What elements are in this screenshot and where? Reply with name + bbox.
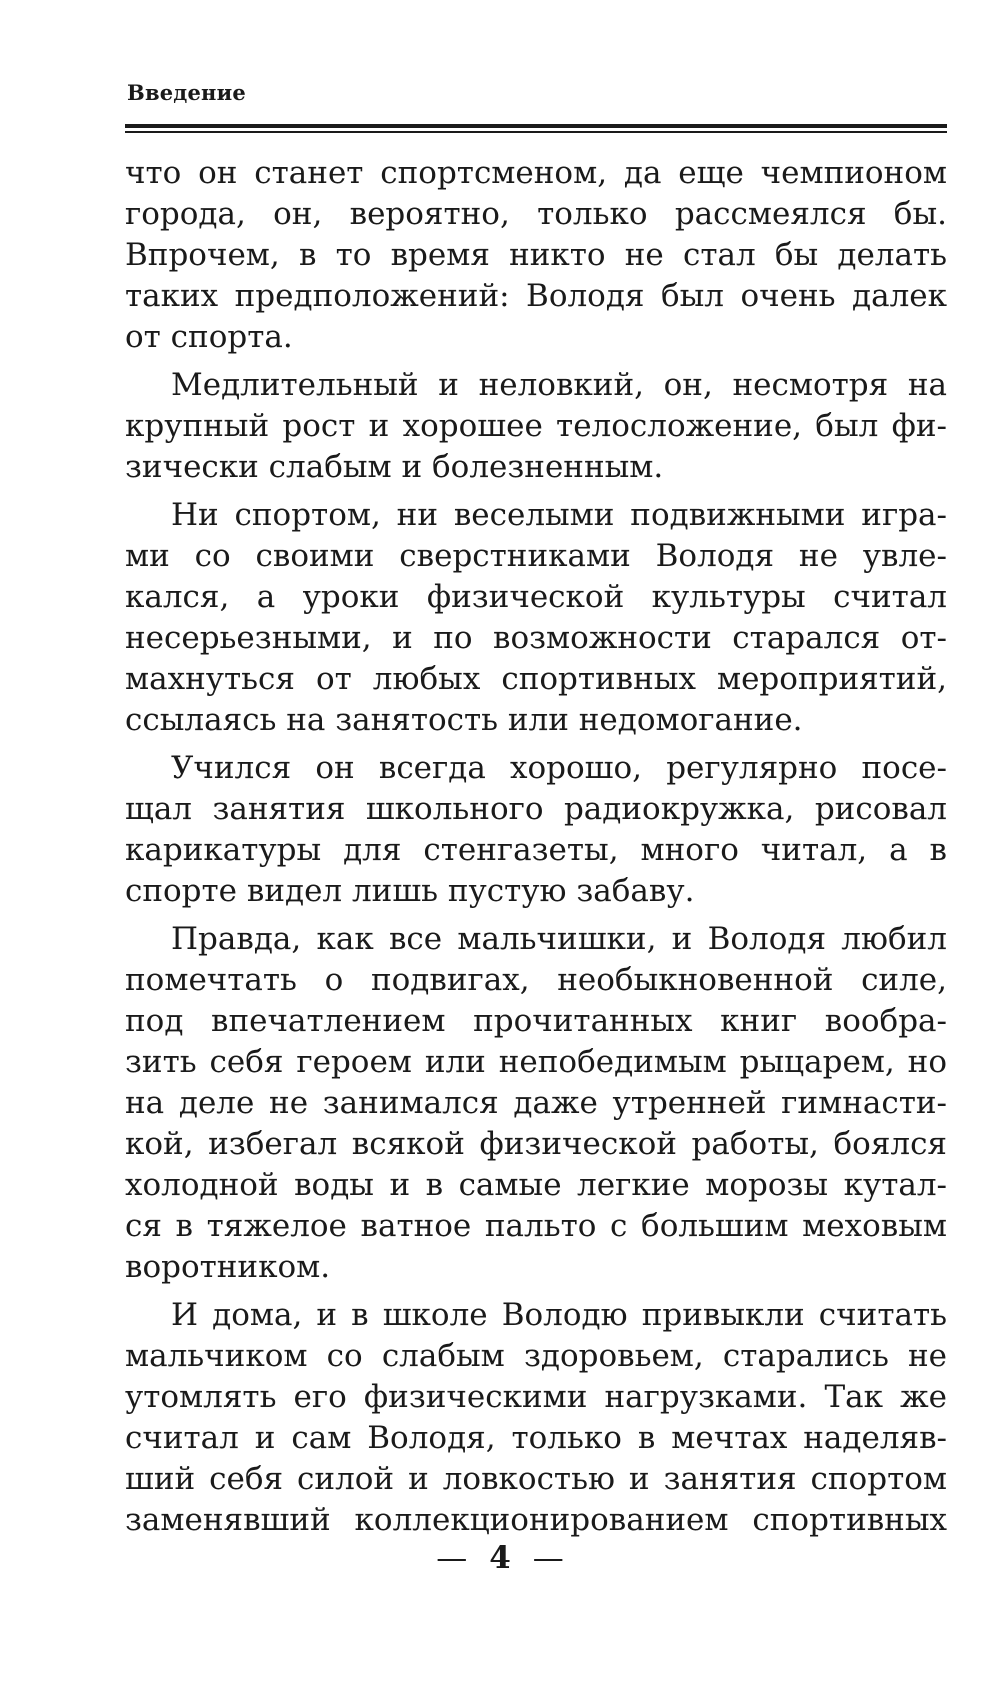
text-line: И дома, и в школе Володю привыкли считать <box>171 1297 947 1333</box>
text-line: Ни спортом, ни веселыми подвижными игра- <box>171 497 947 533</box>
paragraph-gap <box>125 741 947 748</box>
text-line: под впечатлением прочитанных книг вообра- <box>125 1003 947 1039</box>
text-line: Учился он всегда хорошо, регулярно посе- <box>171 750 947 786</box>
text-line: что он станет спортсменом, да еще чемпионом <box>125 155 947 191</box>
text-line: воротником. <box>125 1249 331 1285</box>
text-line: махнуться от любых спортивных мероприятий, <box>125 661 947 697</box>
paragraph <box>125 495 947 741</box>
text-line: карикатуры для стенгазеты, много читал, а в <box>125 832 947 868</box>
folio-dash-left: — <box>436 1540 468 1576</box>
text-line: холодной воды и в самые легкие морозы кутал- <box>125 1167 947 1203</box>
text-line: на деле не занимался даже утренней гимнасти- <box>125 1085 947 1121</box>
text-line: Медлительный и неловкий, он, несмотря на <box>171 367 947 403</box>
running-head: Введение <box>127 80 246 105</box>
text-line: крупный рост и хорошее телосложение, был фи- <box>125 408 947 444</box>
text-line: мальчиком со слабым здоровьем, старались не <box>125 1338 947 1374</box>
text-line: ми со своими сверстниками Володя не увле- <box>125 538 947 574</box>
folio-dash-right: — <box>532 1540 564 1576</box>
text-line: ссылаясь на занятость или недомогание. <box>125 702 803 738</box>
paragraph <box>125 1295 947 1541</box>
paragraph <box>125 919 947 1288</box>
text-line: Правда, как все мальчишки, и Володя любил <box>171 921 947 957</box>
text-line: утомлять его физическими нагрузками. Так же <box>125 1379 947 1415</box>
text-line: Впрочем, в то время никто не стал бы делать <box>125 237 947 273</box>
text-line: кался, а уроки физической культуры считал <box>125 579 947 615</box>
header-rule-thin <box>125 131 947 133</box>
text-line: несерьезными, и по возможности старался от- <box>125 620 947 656</box>
page-footer <box>0 1540 1000 1576</box>
paragraph-gap <box>125 358 947 365</box>
text-line: зить себя героем или непобедимым рыцарем, но <box>125 1044 947 1080</box>
text-line: заменявший коллекционированием спортивных <box>125 1502 947 1538</box>
page-number: 4 <box>489 1540 511 1576</box>
text-line: щал занятия школьного радиокружка, рисовал <box>125 791 947 827</box>
text-line: таких предположений: Володя был очень далек <box>125 278 947 314</box>
paragraph <box>125 748 947 912</box>
text-line: считал и сам Володя, только в мечтах наделяв- <box>125 1420 947 1456</box>
text-line: города, он, вероятно, только рассмеялся бы. <box>125 196 947 232</box>
text-line: ший себя силой и ловкостью и занятия спортом <box>125 1461 947 1497</box>
paragraph-gap <box>125 1288 947 1295</box>
text-line: от спорта. <box>125 319 293 355</box>
text-line: спорте видел лишь пустую забаву. <box>125 873 695 909</box>
body-text <box>125 153 947 1541</box>
paragraph-gap <box>125 912 947 919</box>
header-rule-thick <box>125 124 947 128</box>
text-line: ся в тяжелое ватное пальто с большим меховым <box>125 1208 947 1244</box>
paragraph <box>125 153 947 358</box>
text-line: кой, избегал всякой физической работы, боялся <box>125 1126 947 1162</box>
paragraph-gap <box>125 488 947 495</box>
text-line: зически слабым и болезненным. <box>125 449 664 485</box>
paragraph <box>125 365 947 488</box>
text-line: помечтать о подвигах, необыкновенной силе, <box>125 962 947 998</box>
